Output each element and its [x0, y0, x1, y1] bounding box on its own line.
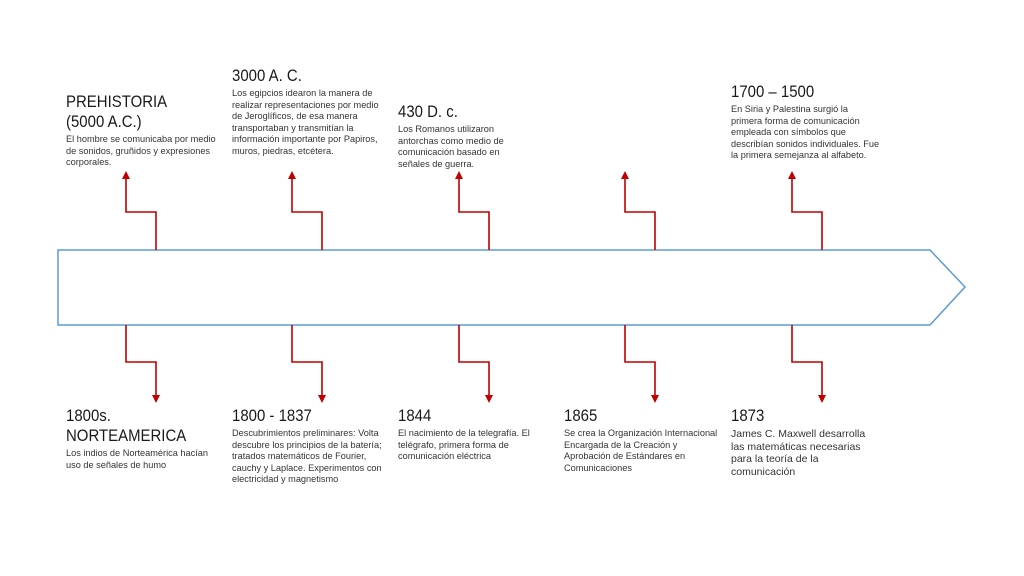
top-connector-1: [126, 175, 156, 250]
event-description: El hombre se comunicaba por medio de sonidos, gruñidos y expresiones corporales.: [66, 134, 216, 167]
event-description: James C. Maxwell desarrolla las matemáticas necesarias para la teoría de la comunicación: [731, 428, 866, 478]
event-1800s-norteamerica: [66, 406, 221, 471]
bottom-connector-3: [459, 325, 489, 399]
bottom-connector-5: [792, 325, 822, 399]
event-description: En Siria y Palestina surgió la primera forma de comunicación empleada con símbolos que describían sonidos individuales. Fue la primera semejanza al alfabeto.: [731, 104, 880, 160]
event-title: 1873: [731, 406, 765, 425]
bottom-connector-1: [126, 325, 156, 399]
event-1700-1500: [731, 82, 881, 162]
event-title: 1844: [398, 406, 432, 425]
top-connector-2: [292, 175, 322, 250]
event-title: 3000 A. C.: [232, 66, 302, 85]
event-1844: [398, 406, 553, 463]
event-title: 1865: [564, 406, 598, 425]
event-title: [66, 92, 198, 132]
event-title: 430 D. c.: [398, 102, 458, 121]
top-connector-5: [792, 175, 822, 250]
event-1873: [731, 406, 881, 478]
top-connector-3: [459, 175, 489, 250]
event-1800-1837: [232, 406, 387, 486]
event-title: [66, 406, 202, 446]
bottom-connector-2: [292, 325, 322, 399]
event-title: 1800 - 1837: [232, 406, 312, 425]
bottom-connector-4: [625, 325, 655, 399]
event-title: 1700 – 1500: [731, 82, 815, 101]
event-title-line: PREHISTORIA: [66, 92, 168, 111]
event-description: Se crea la Organización Internacional Encargada de la Creación y Aprobación de Estándares en Comunicaciones: [564, 428, 718, 473]
event-430-dc: [398, 102, 528, 170]
event-description: Los egipcios idearon la manera de realizar representaciones por medio de Jeroglíficos, de esa manera transportaban y transmitían la información importante por Papiros, muros, piedras, etcétera.: [232, 88, 379, 156]
event-3000-ac: [232, 66, 384, 157]
event-description: Los Romanos utilizaron antorchas como medio de comunicación basado en señales de guerra.: [398, 124, 504, 169]
top-connector-4: [625, 175, 655, 250]
event-title-line: 1800s.: [66, 406, 111, 425]
event-prehistoria: [66, 92, 216, 169]
event-description: Descubrimientos preliminares: Volta descubre los principios de la batería; tratados matemáticos de Fourier, cauchy y Laplace. Experimentos con electricidad y magnetismo: [232, 428, 382, 484]
event-description: El nacimiento de la telegrafía. El telégrafo, primera forma de comunicación eléctrica: [398, 428, 530, 461]
event-title-line: (5000 A.C.): [66, 112, 142, 131]
timeline-arrow: [58, 250, 965, 325]
event-title-line: NORTEAMERICA: [66, 426, 187, 445]
event-description: Los indios de Norteamérica hacían uso de señales de humo: [66, 448, 208, 470]
event-1865: [564, 406, 724, 474]
